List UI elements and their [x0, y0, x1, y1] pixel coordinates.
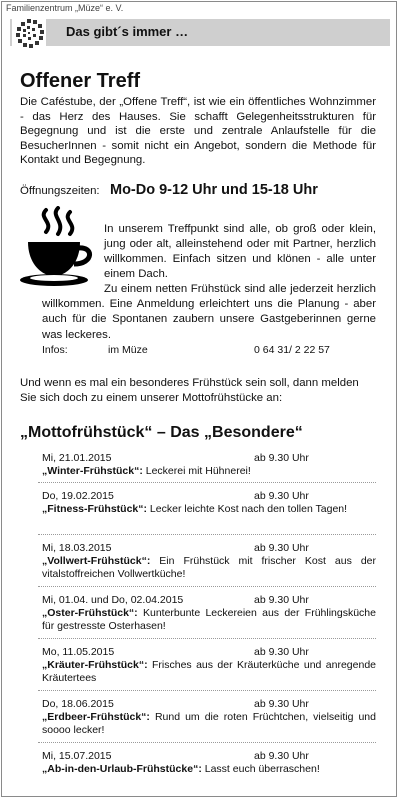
event-time: ab 9.30 Uhr: [254, 750, 309, 762]
event-text: Rund um die roten Früchtchen, vielseitig und soooo lecker!: [42, 711, 376, 737]
event-description: [42, 711, 376, 738]
event-description: [42, 503, 376, 516]
event-separator: [38, 534, 376, 535]
event-text: Lecker leichte Kost nach den tollen Tagen!: [147, 503, 348, 515]
event-date: Mi, 01.04. und Do, 02.04.2015: [42, 594, 184, 606]
event-time: ab 9.30 Uhr: [254, 698, 309, 710]
section-header-title: Das gibt´s immer …: [66, 24, 189, 39]
event-text: Leckerei mit Hühnerei!: [142, 465, 251, 477]
event-text: Kunterbunte Leckereien aus der Frühlingsküche für gestresste Osterhasen!: [42, 607, 376, 633]
event-name: „Ab-in-den-Urlaub-Frühstücke“:: [42, 763, 202, 775]
opening-hours-value: Mo-Do 9-12 Uhr und 15-18 Uhr: [110, 182, 318, 198]
special-breakfast-text: Und wenn es mal ein besonderes Frühstück sein soll, dann melden Sie sich doch zu einem unserer Mottofrühstücke an:: [20, 377, 359, 404]
event-separator: [38, 690, 376, 691]
organization-name: Familienzentrum „Müze“ e. V.: [6, 3, 124, 13]
infos-phone: 0 64 31/ 2 22 57: [254, 344, 330, 356]
event-text: Lasst euch überraschen!: [201, 763, 320, 775]
event-name: „Winter-Frühstück“:: [42, 465, 143, 477]
event-separator: [38, 586, 376, 587]
event-name: „Erdbeer-Frühstück“:: [42, 711, 150, 723]
event-description: [42, 607, 376, 634]
swirl-logo-icon: [12, 17, 46, 51]
event-time: ab 9.30 Uhr: [254, 594, 309, 606]
event-description: [42, 659, 376, 686]
event-time: ab 9.30 Uhr: [254, 490, 309, 502]
motto-title: „Mottofrühstück“ – Das „Besondere“: [20, 424, 303, 441]
event-name: „Fitness-Frühstück“:: [42, 503, 148, 515]
treff-text-1: In unserem Treffpunkt sind alle, ob groß oder klein, jung oder alt, alleinstehend oder mit Partner, herzlich willkommen. Einfach sitzen und klönen - alle unter einem Dach.: [104, 223, 376, 280]
event-date: Do, 19.02.2015: [42, 490, 114, 502]
event-description: [42, 555, 376, 582]
event-time: ab 9.30 Uhr: [254, 542, 309, 554]
infos-label: Infos:: [42, 344, 68, 356]
event-text: Ein Frühstück mit frischer Kost aus der vitalstoffreichen Vollwertküche!: [42, 555, 376, 581]
opening-hours-label: Öffnungszeiten:: [20, 185, 100, 197]
event-date: Mi, 18.03.2015: [42, 542, 112, 554]
event-text: Frisches aus der Kräuterküche und anregende Kräutertees: [42, 659, 376, 685]
event-separator: [38, 638, 376, 639]
event-separator: [38, 742, 376, 743]
treff-title: Offener Treff: [20, 70, 141, 92]
event-time: ab 9.30 Uhr: [254, 646, 309, 658]
event-name: „Vollwert-Frühstück“:: [42, 555, 151, 567]
event-date: Mi, 21.01.2015: [42, 452, 112, 464]
treff-text-2: Zu einem netten Frühstück sind alle jederzeit herzlich willkommen. Eine Anmeldung erleichtert uns die Planung - aber auch für die Spontanen zaubern unsere Gastgeberinnen gerne was leckeres.: [42, 283, 376, 341]
event-description: [42, 465, 376, 478]
event-date: Do, 18.06.2015: [42, 698, 114, 710]
treff-intro: Die Caféstube, der „Offene Treff“, ist wie ein öffentliches Wohnzimmer - das Herz des Hauses. Sie schafft Gelegenheitsstrukturen für Begegnung und ist die erste und zentrale Anlaufstelle für die BesucherInnen - somit nicht ein Angebot, sondern die Methode für Kontakt und Begegnung.: [20, 96, 376, 167]
event-date: Mo, 11.05.2015: [42, 646, 115, 658]
event-description: [42, 763, 376, 776]
event-date: Mi, 15.07.2015: [42, 750, 112, 762]
event-separator: [38, 482, 376, 483]
infos-place: im Müze: [108, 344, 148, 356]
event-name: „Oster-Frühstück“:: [42, 607, 138, 619]
event-time: ab 9.30 Uhr: [254, 452, 309, 464]
coffee-cup-icon: [18, 206, 98, 288]
event-name: „Kräuter-Frühstück“:: [42, 659, 148, 671]
